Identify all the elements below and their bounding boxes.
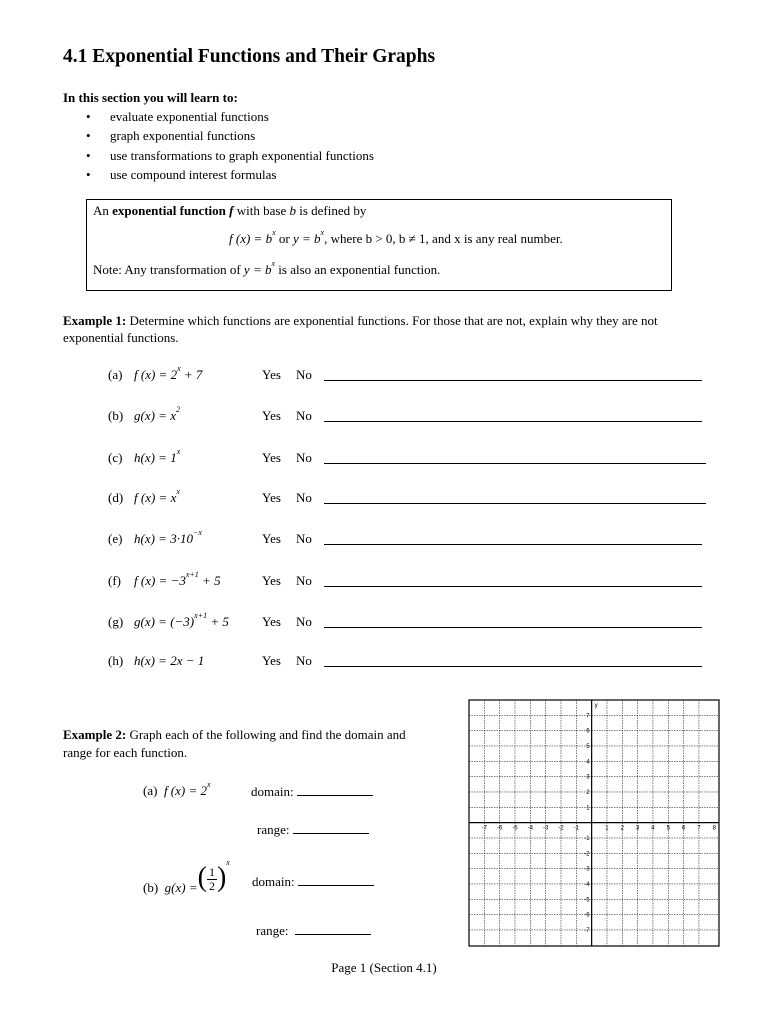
x-tick-label: -1 bbox=[573, 825, 579, 832]
y-tick-label: -1 bbox=[584, 835, 590, 842]
y-tick-label: 3 bbox=[586, 774, 590, 781]
y-tick-label: -3 bbox=[584, 866, 590, 873]
item-label: (b) bbox=[108, 408, 124, 423]
x-tick-label: -5 bbox=[512, 825, 518, 832]
page-title: 4.1 Exponential Functions and Their Graphs bbox=[63, 46, 436, 67]
definition-note: Note: Any transformation of $y = b^x$ is also an exponential function. bbox=[93, 259, 441, 277]
objective-item: • evaluate exponential functions bbox=[86, 107, 374, 126]
item-label: (e) bbox=[108, 531, 123, 546]
example2-part-b: (b) g(x) =( $\frac{1}{2}$ )$^x$ bbox=[143, 858, 230, 895]
y-tick-label: 6 bbox=[586, 728, 590, 735]
x-tick-label: -2 bbox=[558, 825, 564, 832]
x-tick-label: -6 bbox=[496, 825, 503, 832]
x-tick-label: 6 bbox=[681, 825, 686, 832]
x-tick-label: -4 bbox=[527, 825, 533, 832]
y-axis-label: y bbox=[594, 703, 598, 709]
no-option[interactable]: No bbox=[296, 653, 312, 668]
definition-term: exponential function bbox=[112, 203, 226, 218]
no-option[interactable]: No bbox=[296, 531, 312, 546]
item-label: (c) bbox=[108, 450, 123, 465]
item-function: f $(x) = 2^x + 7$ bbox=[134, 364, 203, 382]
x-tick-label: 8 bbox=[712, 825, 716, 832]
item-function: $h(x) = 3\cdot 10^{-x}$ bbox=[134, 528, 202, 546]
no-option[interactable]: No bbox=[296, 408, 312, 423]
range-b: range: bbox=[256, 922, 371, 940]
y-tick-label: -4 bbox=[584, 881, 590, 888]
yes-option[interactable]: Yes bbox=[262, 614, 281, 629]
answer-line[interactable] bbox=[324, 380, 702, 381]
y-tick-label: -7 bbox=[584, 927, 590, 934]
item-label: (f) bbox=[108, 573, 121, 588]
y-tick-label: -5 bbox=[584, 897, 590, 904]
yes-option[interactable]: Yes bbox=[262, 367, 281, 382]
item-function: f $(x) = -3^{x+1} + 5$ bbox=[134, 570, 221, 588]
yes-option[interactable]: Yes bbox=[262, 408, 281, 423]
x-tick-label: 3 bbox=[635, 825, 640, 832]
answer-line[interactable] bbox=[324, 586, 702, 587]
example1-prompt: Example 1: Determine which functions are exponential functions. For those that are not, explain why they are not exponential functions. bbox=[63, 313, 658, 345]
x-tick-label: 2 bbox=[620, 825, 624, 832]
y-tick-label: 1 bbox=[586, 805, 590, 812]
y-tick-label: 5 bbox=[586, 743, 590, 750]
item-function: $h(x) = 1^x$ bbox=[134, 447, 181, 465]
fraction: $\frac{1}{2}$ bbox=[208, 864, 215, 893]
no-option[interactable]: No bbox=[296, 614, 312, 629]
x-tick-label: -7 bbox=[481, 825, 488, 832]
yes-option[interactable]: Yes bbox=[262, 653, 281, 668]
objective-item: • use compound interest formulas bbox=[86, 165, 374, 184]
item-function: $g(x) = (-3)^{x+1} + 5$ bbox=[134, 611, 229, 629]
answer-line[interactable] bbox=[324, 421, 702, 422]
item-label: (h) bbox=[108, 653, 124, 668]
no-option[interactable]: No bbox=[296, 450, 312, 465]
item-label: (g) bbox=[108, 614, 124, 629]
y-tick-label: 7 bbox=[586, 713, 590, 720]
objective-item: • use transformations to graph exponential functions bbox=[86, 146, 374, 165]
item-function: $g(x) = x^2$ bbox=[134, 405, 180, 423]
coordinate-grid[interactable] bbox=[467, 698, 721, 948]
yes-option[interactable]: Yes bbox=[262, 531, 281, 546]
definition-box bbox=[86, 199, 672, 291]
definition-formula: f $(x) = b^x$ or $y = b^x$, where b > 0, b ≠ 1, and x is any real number. bbox=[229, 228, 563, 246]
range-a-blank[interactable] bbox=[293, 821, 369, 834]
yes-option[interactable]: Yes bbox=[262, 490, 281, 505]
domain-b: domain: bbox=[252, 873, 374, 891]
x-tick-label: 4 bbox=[651, 825, 655, 832]
answer-line[interactable] bbox=[324, 544, 702, 545]
answer-line[interactable] bbox=[324, 627, 702, 628]
range-a: range: bbox=[257, 821, 369, 839]
x-tick-label: -3 bbox=[542, 825, 549, 832]
x-tick-label: 5 bbox=[666, 825, 670, 832]
no-option[interactable]: No bbox=[296, 490, 312, 505]
y-tick-label: -2 bbox=[584, 851, 590, 858]
y-tick-label: -6 bbox=[584, 912, 590, 919]
yes-option[interactable]: Yes bbox=[262, 450, 281, 465]
x-tick-label: 7 bbox=[697, 825, 701, 832]
y-tick-label: 2 bbox=[586, 789, 590, 796]
example2-part-a: (a) f $(x) = 2^x$ bbox=[143, 780, 211, 798]
domain-b-blank[interactable] bbox=[298, 873, 374, 886]
page-footer: Page 1 (Section 4.1) bbox=[331, 960, 437, 975]
item-label: (d) bbox=[108, 490, 124, 505]
no-option[interactable]: No bbox=[296, 573, 312, 588]
learn-heading: In this section you will learn to: bbox=[63, 90, 238, 105]
y-tick-label: 4 bbox=[586, 759, 590, 766]
range-b-blank[interactable] bbox=[295, 922, 371, 935]
objectives-list bbox=[86, 107, 374, 184]
yes-option[interactable]: Yes bbox=[262, 573, 281, 588]
definition-line: An exponential function f with base b is defined by bbox=[93, 203, 367, 218]
item-label: (a) bbox=[108, 367, 123, 382]
no-option[interactable]: No bbox=[296, 367, 312, 382]
answer-line[interactable] bbox=[324, 503, 706, 504]
domain-a-blank[interactable] bbox=[297, 783, 373, 796]
answer-line[interactable] bbox=[324, 666, 702, 667]
item-function: h(x) = 2x − 1 bbox=[134, 653, 205, 668]
answer-line[interactable] bbox=[324, 463, 706, 464]
objective-item: • graph exponential functions bbox=[86, 126, 374, 145]
example2-prompt: Example 2: Graph each of the following and find the domain and range for each function. bbox=[63, 727, 406, 760]
domain-a: domain: bbox=[251, 783, 373, 801]
x-tick-label: 1 bbox=[605, 825, 609, 832]
item-function: f $(x) = x^x$ bbox=[134, 487, 180, 505]
